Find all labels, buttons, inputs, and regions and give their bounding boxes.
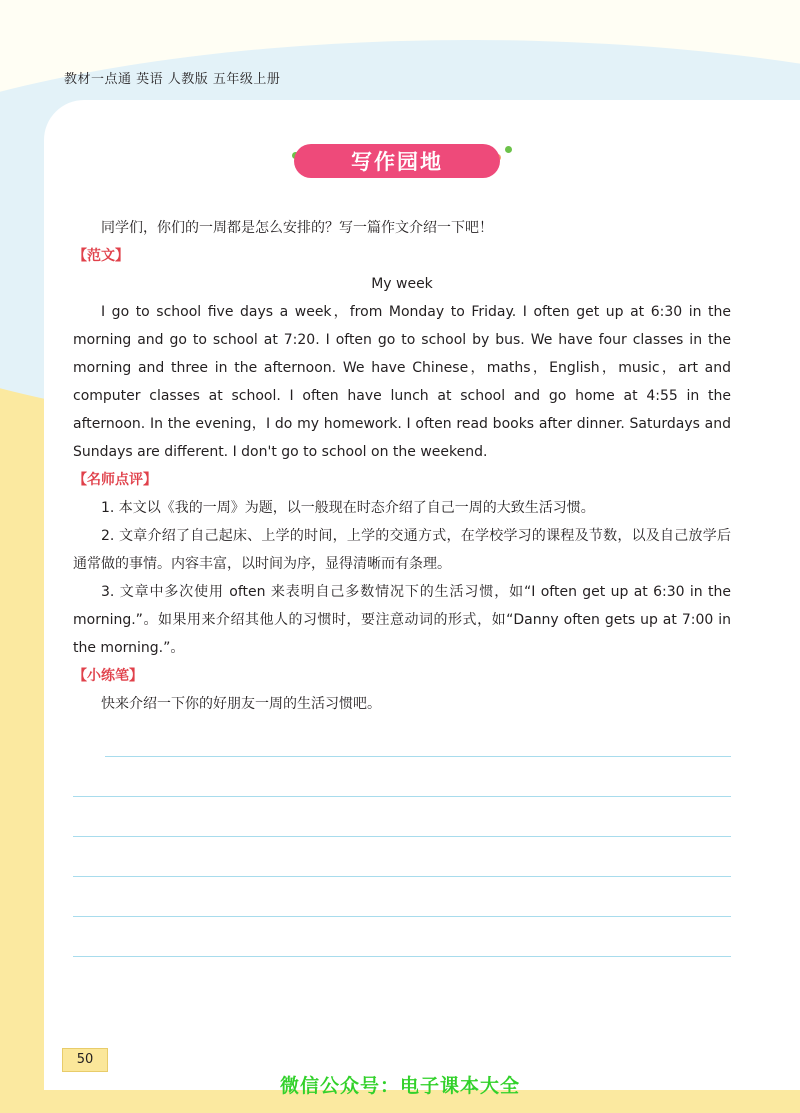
essay-title: My week [371,276,433,292]
sample-tag-label: 【范文】 [73,248,129,264]
review-point-2: 2. 文章介绍了自己起床、上学的时间，上学的交通方式，在学校学习的课程及节数，以及自己放学后通常做的事情。内容丰富，以时间为序，显得清晰而有条理。 [73,528,731,572]
review-tag-label: 【名师点评】 [73,472,157,488]
review-point-3: 3. 文章中多次使用 often 来表明自己多数情况下的生活习惯，如“I often get up at 6:30 in the morning.”。如果用来介绍其他人的习惯时，要注意动词的形式，如“Danny often gets up at 7:00 in the morning.”。 [73,584,731,656]
green-dot-decoration [505,146,512,153]
sample-tag [73,242,731,270]
writing-line[interactable] [105,756,731,757]
review-point-1: 1. 本文以《我的一周》为题，以一般现在时态介绍了自己一周的大致生活习惯。 [101,500,595,516]
writing-line[interactable] [73,876,731,877]
watermark-text: 微信公众号：电子课本大全 [279,1075,520,1097]
breadcrumb: 教材一点通 英语 人教版 五年级上册 [64,72,281,87]
page-number: 50 [62,1048,108,1072]
section-title: 写作园地 [351,150,443,174]
practice-tag-label: 【小练笔】 [73,668,143,684]
main-content [73,214,731,718]
section-title-banner [294,144,500,178]
intro-text: 同学们，你们的一周都是怎么安排的？写一篇作文介绍一下吧！ [101,220,493,236]
writing-line[interactable] [73,956,731,957]
review-tag [73,466,731,494]
writing-line[interactable] [73,796,731,797]
essay-body: I go to school five days a week，from Monday to Friday. I often get up at 6:30 in the morning and go to school at 7:20. I often go to school by bus. We have four classes in the morning and three in the afternoon. We have Chinese，maths，English，music，art and computer classes at school. I often have lunch at school and go home at 4:55 in the afternoon. In the evening，I do my homework. I often read books after dinner. Saturdays and Sundays are different. I don't go to school on the weekend. [73,304,731,460]
writing-line[interactable] [73,916,731,917]
practice-prompt: 快来介绍一下你的好朋友一周的生活习惯吧。 [101,696,381,712]
practice-tag [73,662,731,690]
writing-line[interactable] [73,836,731,837]
